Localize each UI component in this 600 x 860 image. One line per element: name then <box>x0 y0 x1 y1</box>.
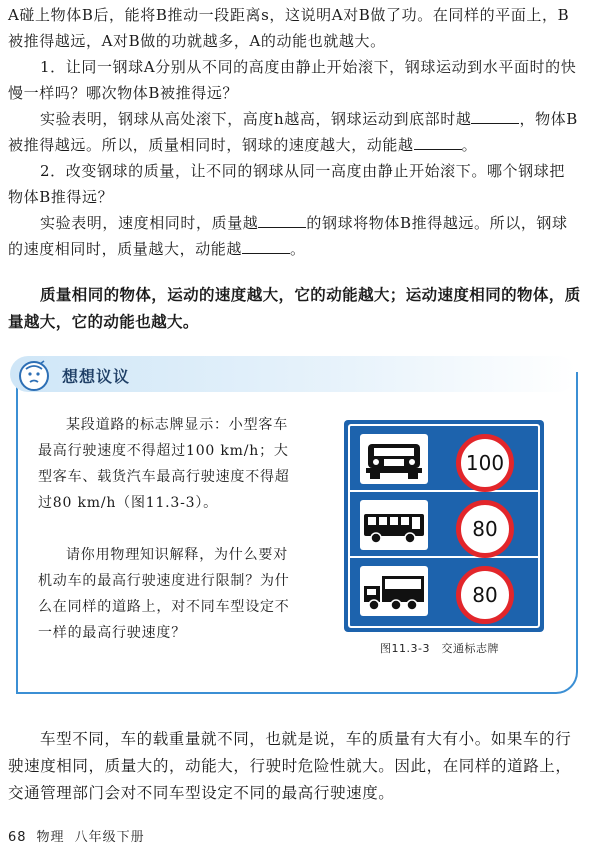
discussion-text-2: 请你用物理知识解释，为什么要对机动车的最高行驶速度进行限制？为什么在同样的道路上，对不同车型设定不一样的最高行驶速度？ <box>38 547 290 641</box>
book-grade: 八年级下册 <box>74 830 145 845</box>
sign-divider <box>350 490 538 492</box>
truck-icon <box>360 566 428 616</box>
question-1-text: 1．让同一钢球A分别从不同的高度由静止开始滚下，钢球运动到水平面时的快慢一样吗？哪次物体B被推得远？ <box>8 58 577 102</box>
result-2-part-b: 的钢球将物体B推得越远。所以，钢球的速度相同时，质量越大，动能越 <box>8 214 568 258</box>
bus-panel <box>360 500 428 550</box>
result-2-part-a: 实验表明，速度相同时，质量越 <box>40 214 259 232</box>
result-2-part-c: 。 <box>290 240 306 258</box>
result-1-part-b: ，物体B被推得越远。所以，质量相同时，钢球的速度越大，动能越 <box>8 110 578 154</box>
car-panel <box>360 434 428 484</box>
book-subject: 物理 <box>36 830 65 845</box>
fill-blank-3[interactable] <box>258 213 306 228</box>
speed-limit-80-truck: 80 <box>456 566 514 624</box>
intro-paragraph <box>8 2 580 54</box>
truck-panel <box>360 566 428 616</box>
conclusion-text: 质量相同的物体，运动的速度越大，它的动能越大；运动速度相同的物体，质量越大，它的动能也越大。 <box>8 286 581 331</box>
speed-limit-80-bus: 80 <box>456 500 514 558</box>
question-2 <box>8 158 580 210</box>
fill-blank-1[interactable] <box>471 109 519 124</box>
conclusion <box>8 282 583 336</box>
figure-caption: 图11.3-3 交通标志牌 <box>380 642 499 655</box>
bus-icon <box>360 500 428 550</box>
speed-limit-100: 100 <box>456 434 514 492</box>
fill-blank-2[interactable] <box>414 135 462 150</box>
discussion-text-1: 某段道路的标志牌显示：小型客车最高行驶速度不得超过100 km/h；大型客车、载货汽车最高行驶速度不得超过80 km/h（图11.3-3）。 <box>38 417 290 511</box>
discussion-title: 想想议议 <box>62 367 131 386</box>
intro-text: A碰上物体B后，能将B推动一段距离s，这说明A对B做了功。在同样的平面上，B被推得越远，A对B做的功就越多，A的动能也就越大。 <box>8 6 570 50</box>
result-1-part-a: 实验表明，钢球从高处滚下，高度h越高，钢球运动到底部时越 <box>40 110 472 128</box>
thinking-face-icon <box>18 360 50 392</box>
discussion-paragraph-2 <box>38 542 300 646</box>
discussion-paragraph-1 <box>38 412 300 516</box>
result-1-part-c: 。 <box>461 136 478 154</box>
answer-text: 车型不同，车的载重量就不同，也就是说，车的质量有大有小。如果车的行驶速度相同，质量大的，动能大，行驶时危险性就大。因此，在同样的道路上，交通管理部门会对不同车型设定不同的最高行驶速度。 <box>8 730 572 802</box>
fill-blank-4[interactable] <box>242 239 290 254</box>
result-2 <box>8 210 580 262</box>
result-1 <box>8 106 580 158</box>
sign-divider <box>350 556 538 558</box>
page-number: 68 <box>8 830 27 845</box>
question-1 <box>8 54 580 106</box>
answer-paragraph <box>8 726 580 807</box>
page-footer <box>8 826 155 845</box>
question-2-text: 2．改变钢球的质量，让不同的钢球从同一高度由静止开始滚下。哪个钢球把物体B推得远？ <box>8 162 565 206</box>
car-icon <box>360 434 428 484</box>
